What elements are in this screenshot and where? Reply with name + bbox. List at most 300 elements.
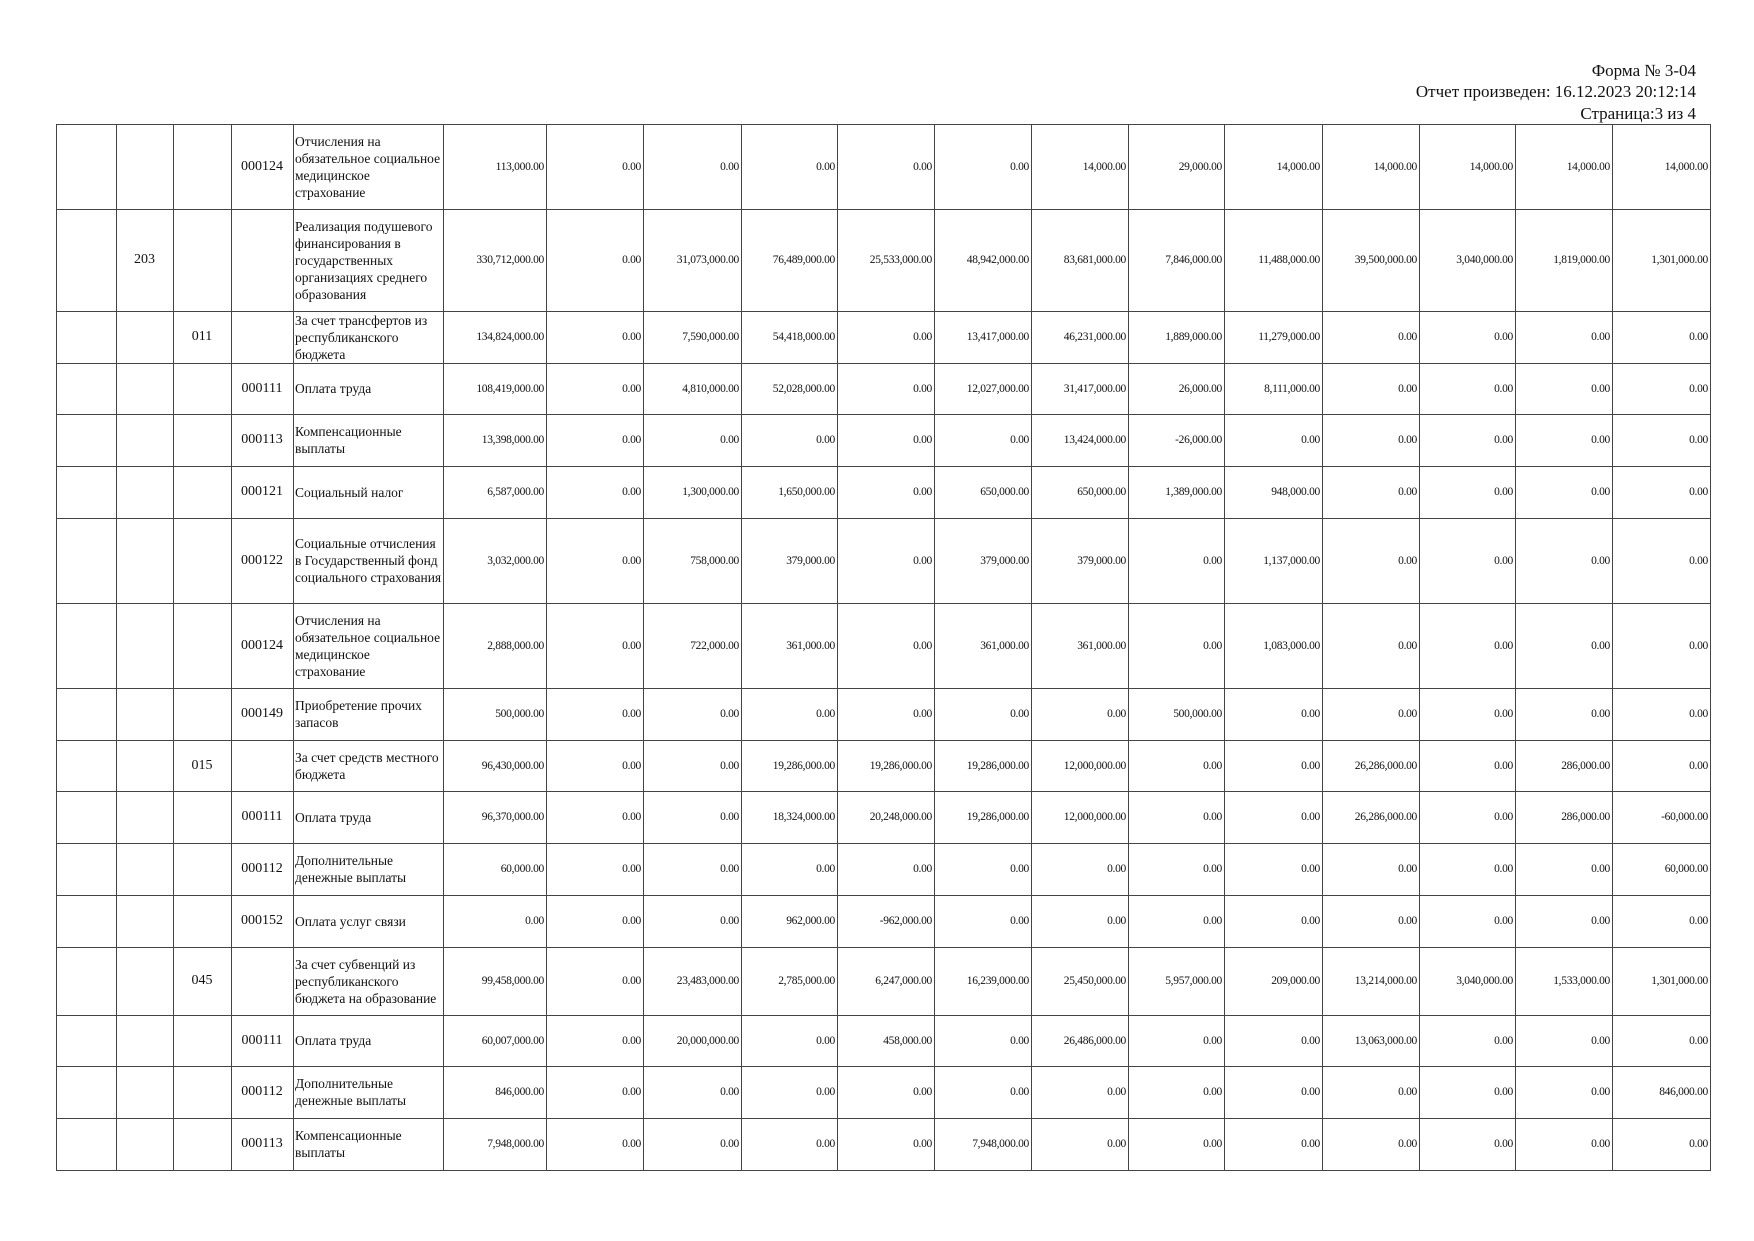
amount-value: 0.00 xyxy=(1398,486,1417,498)
amount-value: 96,370,000.00 xyxy=(481,811,544,823)
section-code-cell xyxy=(56,311,117,364)
amount-value: 14,000.00 xyxy=(1082,161,1126,173)
amount-cell xyxy=(643,740,742,792)
amount-value: 6,247,000.00 xyxy=(875,975,932,987)
amount-value: -26,000.00 xyxy=(1175,434,1222,446)
amount-cell xyxy=(1031,843,1129,896)
item-name-cell xyxy=(293,363,444,415)
item-name-cell xyxy=(293,414,444,467)
amount-cell xyxy=(1322,124,1420,210)
amount-cell xyxy=(934,466,1032,519)
amount-value: 0.00 xyxy=(1203,1034,1222,1047)
amount-value: 113,000.00 xyxy=(495,161,544,173)
item-name-cell xyxy=(293,843,444,896)
amount-value: 0.00 xyxy=(1107,1138,1126,1150)
amount-cell xyxy=(1128,518,1225,604)
amount-value: 99,458,000.00 xyxy=(481,975,544,987)
amount-cell xyxy=(643,363,742,415)
amount-value: 13,214,000.00 xyxy=(1354,975,1417,987)
amount-value: 1,889,000.00 xyxy=(1165,331,1222,343)
amount-cell xyxy=(837,603,935,689)
amount-cell xyxy=(934,124,1032,210)
amount-value: 14,000.00 xyxy=(1373,161,1417,173)
amount-value: 20,000,000.00 xyxy=(676,1034,739,1047)
amount-cell xyxy=(1031,947,1129,1016)
amount-cell xyxy=(1419,414,1516,467)
amount-cell xyxy=(1419,209,1516,312)
amount-cell xyxy=(1224,1066,1323,1119)
specifics-code-cell xyxy=(231,1066,294,1119)
amount-value: 0.00 xyxy=(913,639,932,652)
amount-value: 1,650,000.00 xyxy=(778,486,835,498)
amount-value: 0.00 xyxy=(1301,434,1320,446)
amount-value: 0.00 xyxy=(816,863,835,875)
amount-value: 2,785,000.00 xyxy=(778,975,835,987)
amount-value: 3,032,000.00 xyxy=(487,554,544,567)
amount-value: 0.00 xyxy=(1494,1086,1513,1098)
amount-value: 0.00 xyxy=(622,759,641,772)
subprogram-code: 015 xyxy=(191,757,213,773)
amount-cell xyxy=(1515,791,1613,844)
amount-cell xyxy=(1515,895,1613,948)
amount-value: 60,000.00 xyxy=(1664,863,1708,875)
amount-value: 379,000.00 xyxy=(1077,554,1126,567)
amount-value: 0.00 xyxy=(622,915,641,927)
section-code-cell xyxy=(56,518,117,604)
amount-cell xyxy=(837,518,935,604)
specifics-code-cell xyxy=(231,363,294,415)
program-code-cell xyxy=(116,466,174,519)
program-code-cell xyxy=(116,209,174,312)
amount-cell xyxy=(1515,1118,1613,1171)
amount-value: 0.00 xyxy=(1494,759,1513,772)
amount-value: 330,712,000.00 xyxy=(476,254,544,266)
amount-value: 1,083,000.00 xyxy=(1263,639,1320,652)
amount-value: 0.00 xyxy=(1494,486,1513,498)
specifics-code-cell xyxy=(231,466,294,519)
amount-value: 0.00 xyxy=(1301,1138,1320,1150)
program-code-cell xyxy=(116,603,174,689)
amount-cell xyxy=(934,1066,1032,1119)
section-code-cell xyxy=(56,1118,117,1171)
amount-value: 60,000.00 xyxy=(500,863,544,875)
amount-cell xyxy=(837,124,935,210)
amount-value: 0.00 xyxy=(622,161,641,173)
specifics-code: 000112 xyxy=(241,861,283,876)
specifics-code: 000111 xyxy=(241,380,283,396)
amount-value: 0.00 xyxy=(1107,915,1126,927)
amount-value: 26,286,000.00 xyxy=(1354,811,1417,823)
amount-cell xyxy=(643,1118,742,1171)
amount-value: 0.00 xyxy=(1689,554,1708,567)
specifics-code: 000111 xyxy=(241,1032,283,1048)
amount-cell xyxy=(1031,688,1129,741)
amount-value: 0.00 xyxy=(1494,863,1513,875)
amount-cell xyxy=(741,363,838,415)
amount-cell xyxy=(1322,843,1420,896)
amount-value: 846,000.00 xyxy=(495,1086,544,1098)
amount-value: 14,000.00 xyxy=(1276,161,1320,173)
amount-value: 0.00 xyxy=(1010,915,1029,927)
section-code-cell xyxy=(56,895,117,948)
amount-cell xyxy=(1224,311,1323,364)
amount-cell xyxy=(1419,518,1516,604)
amount-value: 0.00 xyxy=(622,486,641,498)
amount-cell xyxy=(837,1118,935,1171)
amount-cell xyxy=(546,688,644,741)
amount-cell xyxy=(1419,1118,1516,1171)
amount-cell xyxy=(443,124,547,210)
amount-cell xyxy=(1419,947,1516,1016)
amount-cell xyxy=(1515,414,1613,467)
amount-value: 0.00 xyxy=(1689,708,1708,720)
subprogram-code-cell xyxy=(173,363,232,415)
subprogram-code-cell xyxy=(173,1118,232,1171)
amount-value: 0.00 xyxy=(1107,1086,1126,1098)
amount-cell xyxy=(1031,466,1129,519)
amount-value: 0.00 xyxy=(622,639,641,652)
specifics-code-cell xyxy=(231,518,294,604)
amount-value: 0.00 xyxy=(913,1138,932,1150)
amount-value: 962,000.00 xyxy=(786,915,835,927)
amount-cell xyxy=(443,603,547,689)
amount-value: 0.00 xyxy=(720,708,739,720)
amount-value: 0.00 xyxy=(1591,1086,1610,1098)
amount-value: 758,000.00 xyxy=(690,554,739,567)
amount-value: 31,417,000.00 xyxy=(1063,382,1126,395)
item-name-cell xyxy=(293,209,444,312)
amount-value: 76,489,000.00 xyxy=(772,254,835,266)
amount-value: 0.00 xyxy=(1301,1086,1320,1098)
amount-cell xyxy=(1031,791,1129,844)
amount-cell xyxy=(1322,1015,1420,1067)
specifics-code: 000113 xyxy=(241,432,283,447)
amount-value: 19,286,000.00 xyxy=(966,811,1029,823)
amount-value: 0.00 xyxy=(913,554,932,567)
specifics-code: 000112 xyxy=(241,1084,283,1099)
amount-cell xyxy=(741,518,838,604)
amount-cell xyxy=(1612,688,1711,741)
amount-value: 46,231,000.00 xyxy=(1063,331,1126,343)
amount-value: 48,942,000.00 xyxy=(966,254,1029,266)
amount-value: 0.00 xyxy=(1301,1034,1320,1047)
amount-value: 12,000,000.00 xyxy=(1063,759,1126,772)
amount-cell xyxy=(1322,311,1420,364)
item-name: Дополнительные денежные выплаты xyxy=(295,853,407,885)
amount-cell xyxy=(934,740,1032,792)
amount-value: 0.00 xyxy=(622,1086,641,1098)
item-name-cell xyxy=(293,1118,444,1171)
amount-value: 0.00 xyxy=(913,161,932,173)
section-code-cell xyxy=(56,1015,117,1067)
item-name: Приобретение прочих запасов xyxy=(295,698,422,730)
amount-cell xyxy=(1612,1066,1711,1119)
amount-value: -962,000.00 xyxy=(879,915,932,927)
amount-cell xyxy=(1224,603,1323,689)
amount-value: 16,239,000.00 xyxy=(966,975,1029,987)
amount-cell xyxy=(1031,740,1129,792)
amount-value: 500,000.00 xyxy=(495,708,544,720)
amount-value: 948,000.00 xyxy=(1271,486,1320,498)
item-name: Оплата труда xyxy=(295,1033,372,1048)
amount-cell xyxy=(1515,947,1613,1016)
section-code-cell xyxy=(56,740,117,792)
amount-cell xyxy=(1322,947,1420,1016)
amount-cell xyxy=(741,895,838,948)
amount-cell xyxy=(1224,414,1323,467)
amount-value: 361,000.00 xyxy=(1077,639,1126,652)
amount-cell xyxy=(1224,518,1323,604)
amount-cell xyxy=(934,363,1032,415)
subprogram-code-cell xyxy=(173,947,232,1016)
amount-value: 0.00 xyxy=(913,1086,932,1098)
amount-cell xyxy=(837,1015,935,1067)
amount-cell xyxy=(1515,209,1613,312)
amount-value: 25,533,000.00 xyxy=(869,254,932,266)
amount-cell xyxy=(1224,791,1323,844)
amount-cell xyxy=(837,740,935,792)
amount-cell xyxy=(741,843,838,896)
report-generated-timestamp: Отчет произведен: 16.12.2023 20:12:14 xyxy=(1415,82,1696,101)
amount-cell xyxy=(1031,124,1129,210)
amount-value: 0.00 xyxy=(1494,1138,1513,1150)
amount-cell xyxy=(837,1066,935,1119)
amount-cell xyxy=(546,466,644,519)
item-name-cell xyxy=(293,518,444,604)
amount-cell xyxy=(1128,688,1225,741)
amount-value: 29,000.00 xyxy=(1178,161,1222,173)
amount-cell xyxy=(546,414,644,467)
amount-value: 0.00 xyxy=(1591,639,1610,652)
amount-cell xyxy=(1322,209,1420,312)
amount-value: 0.00 xyxy=(1301,759,1320,772)
specifics-code-cell xyxy=(231,1015,294,1067)
amount-value: 0.00 xyxy=(1591,554,1610,567)
section-code-cell xyxy=(56,1066,117,1119)
program-code-cell xyxy=(116,740,174,792)
amount-value: 0.00 xyxy=(720,1086,739,1098)
amount-value: 0.00 xyxy=(1010,161,1029,173)
amount-cell xyxy=(837,414,935,467)
amount-cell xyxy=(1128,1015,1225,1067)
amount-cell xyxy=(1419,791,1516,844)
amount-cell xyxy=(1612,947,1711,1016)
amount-cell xyxy=(443,740,547,792)
amount-cell xyxy=(1612,311,1711,364)
amount-value: 0.00 xyxy=(1591,486,1610,498)
section-code-cell xyxy=(56,791,117,844)
amount-value: 0.00 xyxy=(816,708,835,720)
amount-value: 13,417,000.00 xyxy=(966,331,1029,343)
amount-cell xyxy=(546,1015,644,1067)
amount-cell xyxy=(934,895,1032,948)
subprogram-code-cell xyxy=(173,124,232,210)
amount-value: 650,000.00 xyxy=(1077,486,1126,498)
subprogram-code: 011 xyxy=(191,329,213,344)
amount-value: 0.00 xyxy=(816,1138,835,1150)
amount-value: 108,419,000.00 xyxy=(476,382,544,395)
amount-cell xyxy=(546,209,644,312)
amount-value: 0.00 xyxy=(1494,554,1513,567)
amount-value: 0.00 xyxy=(1689,1034,1708,1047)
amount-cell xyxy=(546,518,644,604)
amount-cell xyxy=(1322,1066,1420,1119)
section-code-cell xyxy=(56,363,117,415)
item-name-cell xyxy=(293,791,444,844)
amount-cell xyxy=(1128,947,1225,1016)
amount-value: 0.00 xyxy=(816,1086,835,1098)
amount-cell xyxy=(1128,363,1225,415)
amount-value: 0.00 xyxy=(1591,863,1610,875)
amount-cell xyxy=(1128,1066,1225,1119)
amount-cell xyxy=(1322,466,1420,519)
amount-value: 0.00 xyxy=(816,1034,835,1047)
subprogram-code-cell xyxy=(173,603,232,689)
amount-value: 96,430,000.00 xyxy=(481,759,544,772)
amount-value: 14,000.00 xyxy=(1664,161,1708,173)
amount-value: 7,948,000.00 xyxy=(972,1138,1029,1150)
amount-value: 8,111,000.00 xyxy=(1264,382,1320,395)
subprogram-code-cell xyxy=(173,466,232,519)
item-name-cell xyxy=(293,895,444,948)
amount-cell xyxy=(1224,947,1323,1016)
amount-value: 0.00 xyxy=(913,434,932,446)
amount-value: -60,000.00 xyxy=(1661,811,1708,823)
amount-cell xyxy=(1128,414,1225,467)
specifics-code-cell xyxy=(231,895,294,948)
amount-value: 0.00 xyxy=(622,434,641,446)
amount-cell xyxy=(443,947,547,1016)
item-name-cell xyxy=(293,688,444,741)
amount-value: 134,824,000.00 xyxy=(476,331,544,343)
specifics-code-cell xyxy=(231,209,294,312)
amount-cell xyxy=(1612,363,1711,415)
specifics-code: 000149 xyxy=(241,706,283,721)
amount-cell xyxy=(1224,124,1323,210)
amount-value: 0.00 xyxy=(1398,331,1417,343)
amount-cell xyxy=(643,688,742,741)
amount-cell xyxy=(1128,466,1225,519)
amount-value: 26,486,000.00 xyxy=(1063,1034,1126,1047)
subprogram-code: 045 xyxy=(191,973,213,988)
amount-cell xyxy=(741,603,838,689)
amount-value: 7,948,000.00 xyxy=(487,1138,544,1150)
item-name-cell xyxy=(293,740,444,792)
amount-cell xyxy=(934,603,1032,689)
amount-value: 0.00 xyxy=(1591,434,1610,446)
amount-value: 0.00 xyxy=(1203,759,1222,772)
amount-value: 0.00 xyxy=(622,331,641,343)
item-name-cell xyxy=(293,603,444,689)
amount-cell xyxy=(741,466,838,519)
amount-value: 286,000.00 xyxy=(1561,811,1610,823)
amount-value: 0.00 xyxy=(1494,915,1513,927)
amount-value: 0.00 xyxy=(913,331,932,343)
specifics-code: 000111 xyxy=(241,809,283,824)
amount-cell xyxy=(1419,363,1516,415)
amount-cell xyxy=(1224,895,1323,948)
amount-cell xyxy=(1224,363,1323,415)
amount-cell xyxy=(1515,1066,1613,1119)
amount-value: 0.00 xyxy=(1203,811,1222,823)
section-code-cell xyxy=(56,414,117,467)
amount-cell xyxy=(741,209,838,312)
amount-cell xyxy=(1419,124,1516,210)
amount-value: 0.00 xyxy=(720,1138,739,1150)
amount-value: 0.00 xyxy=(525,915,544,927)
item-name: Оплата труда xyxy=(295,381,372,396)
amount-cell xyxy=(546,311,644,364)
amount-value: 0.00 xyxy=(1398,434,1417,446)
amount-cell xyxy=(643,1066,742,1119)
amount-value: 13,063,000.00 xyxy=(1354,1034,1417,1047)
amount-cell xyxy=(741,791,838,844)
amount-cell xyxy=(934,688,1032,741)
amount-cell xyxy=(1419,688,1516,741)
program-code-cell xyxy=(116,124,174,210)
amount-cell xyxy=(837,688,935,741)
amount-value: 0.00 xyxy=(1494,1034,1513,1047)
amount-cell xyxy=(443,414,547,467)
amount-cell xyxy=(934,1015,1032,1067)
amount-cell xyxy=(546,740,644,792)
amount-value: 0.00 xyxy=(1203,639,1222,652)
subprogram-code-cell xyxy=(173,688,232,741)
amount-value: 0.00 xyxy=(1494,708,1513,720)
amount-value: 0.00 xyxy=(1689,486,1708,498)
amount-value: 1,300,000.00 xyxy=(682,486,739,498)
amount-value: 0.00 xyxy=(1301,863,1320,875)
amount-value: 286,000.00 xyxy=(1561,759,1610,772)
amount-value: 0.00 xyxy=(1203,863,1222,875)
amount-value: 0.00 xyxy=(1591,382,1610,395)
amount-value: 5,957,000.00 xyxy=(1165,975,1222,987)
item-name: Оплата труда xyxy=(295,809,372,825)
amount-value: 0.00 xyxy=(816,161,835,173)
amount-value: 0.00 xyxy=(622,554,641,567)
subprogram-code-cell xyxy=(173,311,232,364)
amount-cell xyxy=(837,843,935,896)
amount-value: 0.00 xyxy=(1494,331,1513,343)
amount-value: 1,301,000.00 xyxy=(1651,975,1708,987)
amount-value: 0.00 xyxy=(622,863,641,875)
program-code-cell xyxy=(116,791,174,844)
program-code-cell xyxy=(116,414,174,467)
amount-value: 1,389,000.00 xyxy=(1165,486,1222,498)
amount-cell xyxy=(1031,363,1129,415)
amount-cell xyxy=(934,414,1032,467)
amount-value: 209,000.00 xyxy=(1271,975,1320,987)
amount-value: 60,007,000.00 xyxy=(481,1034,544,1047)
amount-value: 0.00 xyxy=(1107,708,1126,720)
amount-value: 20,248,000.00 xyxy=(869,811,932,823)
amount-cell xyxy=(1322,603,1420,689)
amount-value: 0.00 xyxy=(1494,639,1513,652)
program-code-cell xyxy=(116,1066,174,1119)
amount-value: 500,000.00 xyxy=(1173,708,1222,720)
amount-cell xyxy=(643,843,742,896)
amount-cell xyxy=(1031,414,1129,467)
amount-cell xyxy=(1419,740,1516,792)
amount-cell xyxy=(1515,466,1613,519)
amount-value: 0.00 xyxy=(1398,382,1417,395)
amount-value: 0.00 xyxy=(1203,915,1222,927)
amount-cell xyxy=(1031,518,1129,604)
amount-value: 0.00 xyxy=(622,254,641,266)
amount-cell xyxy=(643,311,742,364)
amount-cell xyxy=(546,124,644,210)
amount-value: 2,888,000.00 xyxy=(487,639,544,652)
